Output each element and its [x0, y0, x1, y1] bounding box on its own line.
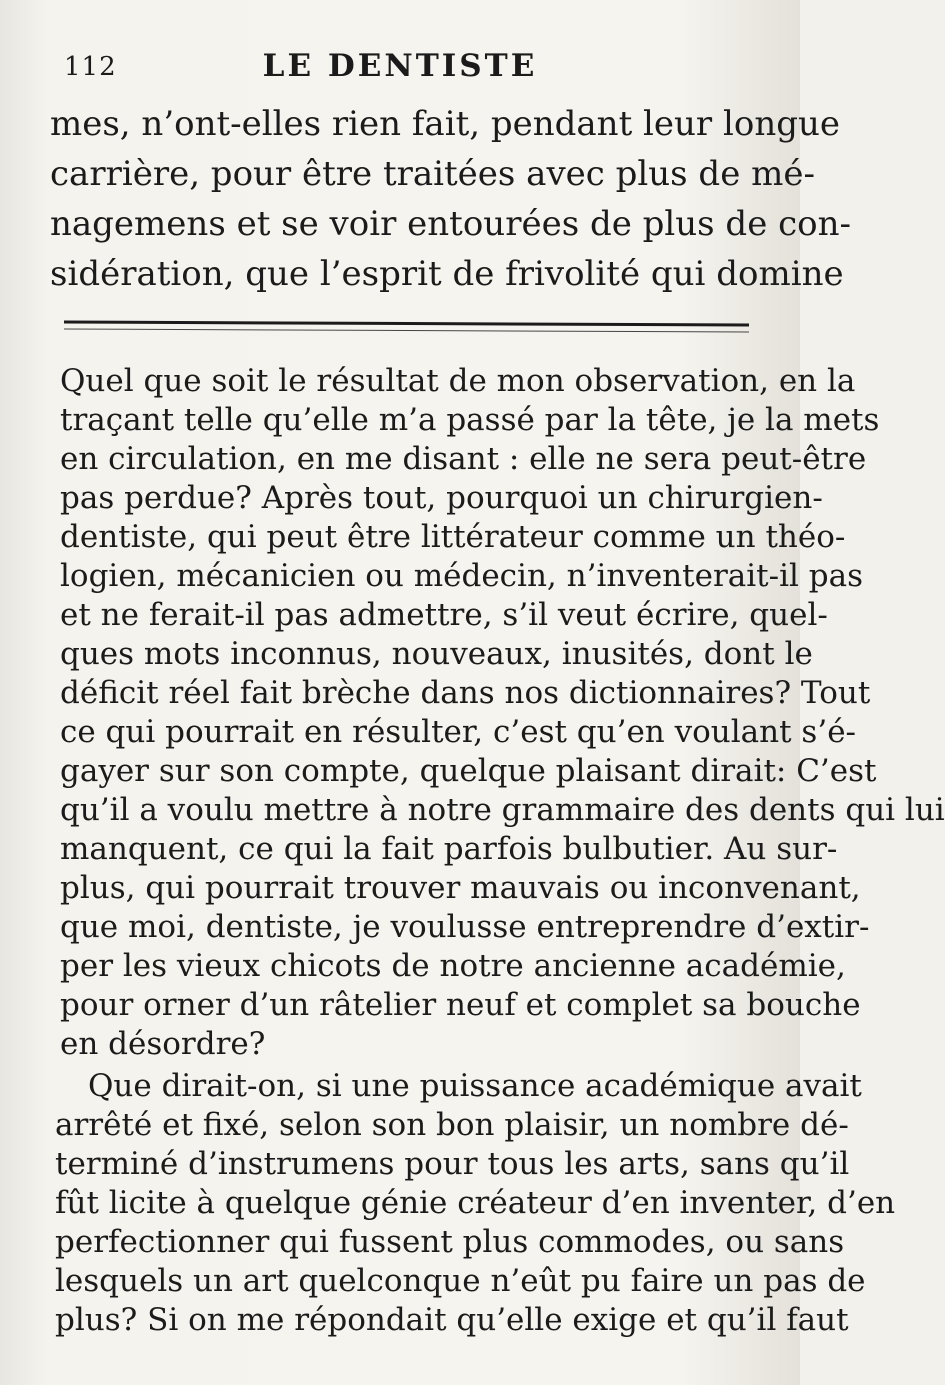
text-line: carrière, pour être traitées avec plus de mé- — [50, 154, 815, 194]
text-line: plus? Si on me répondait qu’elle exige et qu’il faut — [55, 1302, 849, 1338]
text-line: per les vieux chicots de notre ancienne académie, — [60, 948, 846, 984]
separator-rule-thin — [64, 329, 749, 333]
text-line: déficit réel fait brèche dans nos dictionnaires? Tout — [60, 675, 871, 711]
text-line: en désordre? — [60, 1026, 266, 1062]
text-line: pas perdue? Après tout, pourquoi un chirurgien- — [60, 480, 823, 516]
text-line: que moi, dentiste, je voulusse entreprendre d’extir- — [60, 909, 870, 945]
text-line: sidération, que l’esprit de frivolité qui domine — [50, 254, 844, 294]
text-line: terminé d’instrumens pour tous les arts, sans qu’il — [55, 1146, 850, 1182]
text-line: mes, n’ont-elles rien fait, pendant leur longue — [50, 104, 841, 144]
text-line: perfectionner qui fussent plus commodes, ou sans — [55, 1224, 845, 1260]
text-line: ce qui pourrait en résulter, c’est qu’en voulant s’é- — [60, 714, 857, 750]
text-line: plus, qui pourrait trouver mauvais ou inconvenant, — [60, 870, 861, 906]
text-line: nagemens et se voir entourées de plus de con- — [50, 204, 852, 244]
text-line: fût licite à quelque génie créateur d’en inventer, d’en — [55, 1185, 896, 1221]
text-line: traçant telle qu’elle m’a passé par la tête, je la mets — [60, 402, 880, 438]
page-header — [50, 44, 750, 84]
text-line: gayer sur son compte, quelque plaisant dirait: C’est — [60, 753, 877, 789]
text-line: Quel que soit le résultat de mon observation, en la — [60, 363, 856, 399]
page-number: 112 — [64, 52, 117, 82]
text-line: dentiste, qui peut être littérateur comme un théo- — [60, 519, 846, 555]
text-line: en circulation, en me disant : elle ne sera peut-être — [60, 441, 867, 477]
text-line: manquent, ce qui la fait parfois bulbutier. Au sur- — [60, 831, 838, 867]
text-line: arrêté et fixé, selon son bon plaisir, un nombre dé- — [55, 1107, 849, 1143]
text-line: qu’il a voulu mettre à notre grammaire des dents qui lui — [60, 792, 945, 828]
text-line: ques mots inconnus, nouveaux, inusités, dont le — [60, 636, 813, 672]
separator-rule — [64, 321, 749, 327]
text-line: lesquels un art quelconque n’eût pu faire un pas de — [55, 1263, 866, 1299]
running-title: LE DENTISTE — [262, 48, 538, 84]
text-line: pour orner d’un râtelier neuf et complet sa bouche — [60, 987, 861, 1023]
text-line: logien, mécanicien ou médecin, n’inventerait-il pas — [60, 558, 864, 594]
text-line: Que dirait-on, si une puissance académique avait — [88, 1068, 862, 1104]
text-line: et ne ferait-il pas admettre, s’il veut écrire, quel- — [60, 597, 828, 633]
